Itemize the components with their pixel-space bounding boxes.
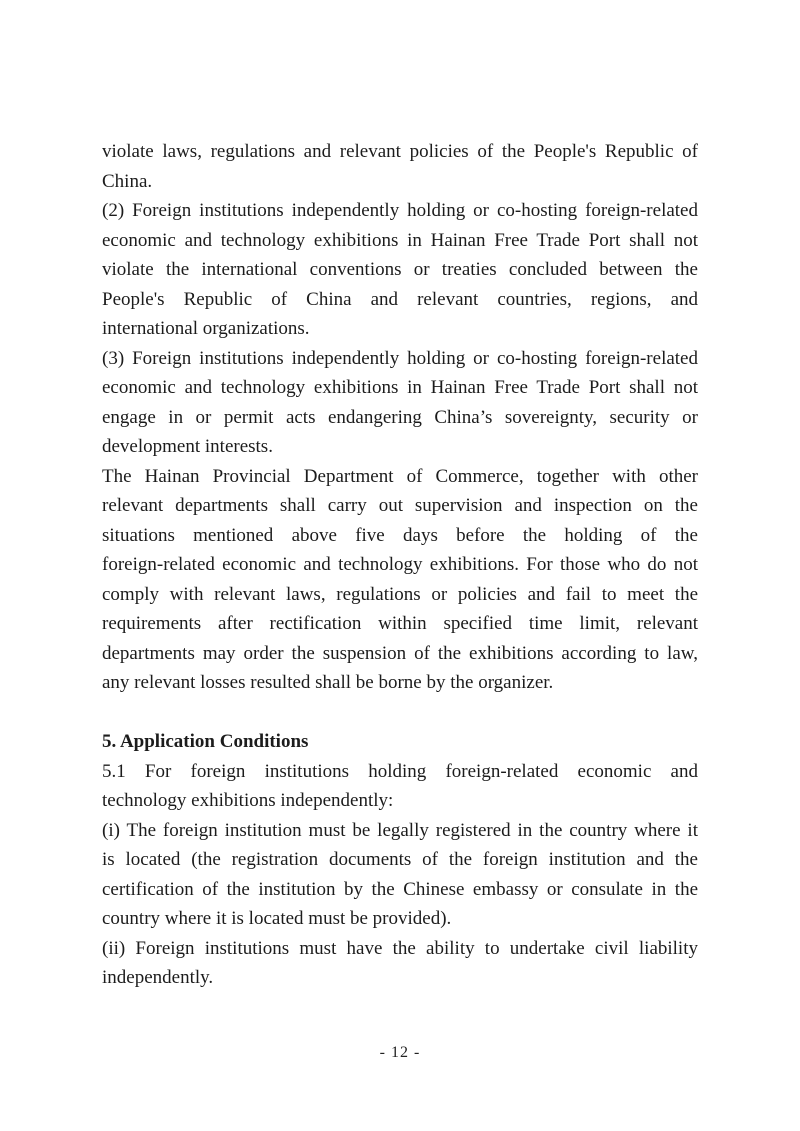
text-line: (3) Foreign institutions independently holding or co-hosting foreign-related <box>102 347 698 369</box>
text-line: economic and technology exhibitions in Hainan Free Trade Port shall not <box>102 229 698 251</box>
text-line: violate laws, regulations and relevant policies of the People's Republic of <box>102 141 698 162</box>
text-line: economic and technology exhibitions in Hainan Free Trade Port shall not <box>102 377 698 398</box>
text-line: country where it is located must be provided). <box>102 908 452 929</box>
text-line: (ii) Foreign institutions must have the ability to undertake civil liability <box>102 937 698 959</box>
text-line: comply with relevant laws, regulations or policies and fail to meet the <box>102 583 698 605</box>
text-line: development interests. <box>102 436 273 457</box>
text-line: any relevant losses resulted shall be borne by the organizer. <box>102 672 554 693</box>
text-line: requirements after rectification within specified time limit, relevant <box>102 613 698 634</box>
text-line: engage in or permit acts endangering China’s sovereignty, security or <box>102 406 698 428</box>
text-line: (2) Foreign institutions independently holding or co-hosting foreign-related <box>102 200 698 221</box>
paragraph <box>102 344 698 462</box>
paragraph <box>102 757 698 816</box>
blank-line <box>102 698 698 728</box>
page-number: - 12 - <box>379 1044 421 1061</box>
section-heading: 5. Application Conditions <box>102 731 309 752</box>
text-line: technology exhibitions independently: <box>102 790 394 811</box>
text-line: (i) The foreign institution must be legally registered in the country where it <box>102 819 698 841</box>
text-line: certification of the institution by the Chinese embassy or consulate in the <box>102 878 698 900</box>
paragraph <box>102 137 698 196</box>
text-line: international organizations. <box>102 318 310 339</box>
text-line: independently. <box>102 967 214 988</box>
page-body-text <box>102 137 698 993</box>
text-line: relevant departments shall carry out supervision and inspection on the <box>102 495 698 516</box>
paragraph <box>102 196 698 344</box>
text-line: China. <box>102 170 153 192</box>
text-line: situations mentioned above five days before the holding of the <box>102 524 698 546</box>
paragraph <box>102 462 698 698</box>
text-line: violate the international conventions or treaties concluded between the <box>102 259 698 280</box>
text-line: 5.1 For foreign institutions holding foreign-related economic and <box>102 760 698 782</box>
paragraph <box>102 934 698 993</box>
text-line: The Hainan Provincial Department of Commerce, together with other <box>102 465 698 487</box>
text-line: foreign-related economic and technology exhibitions. For those who do not <box>102 554 698 575</box>
text-line: is located (the registration documents of the foreign institution and the <box>102 849 698 870</box>
paragraph <box>102 816 698 934</box>
text-line: People's Republic of China and relevant countries, regions, and <box>102 288 698 310</box>
text-line: departments may order the suspension of the exhibitions according to law, <box>102 642 698 664</box>
